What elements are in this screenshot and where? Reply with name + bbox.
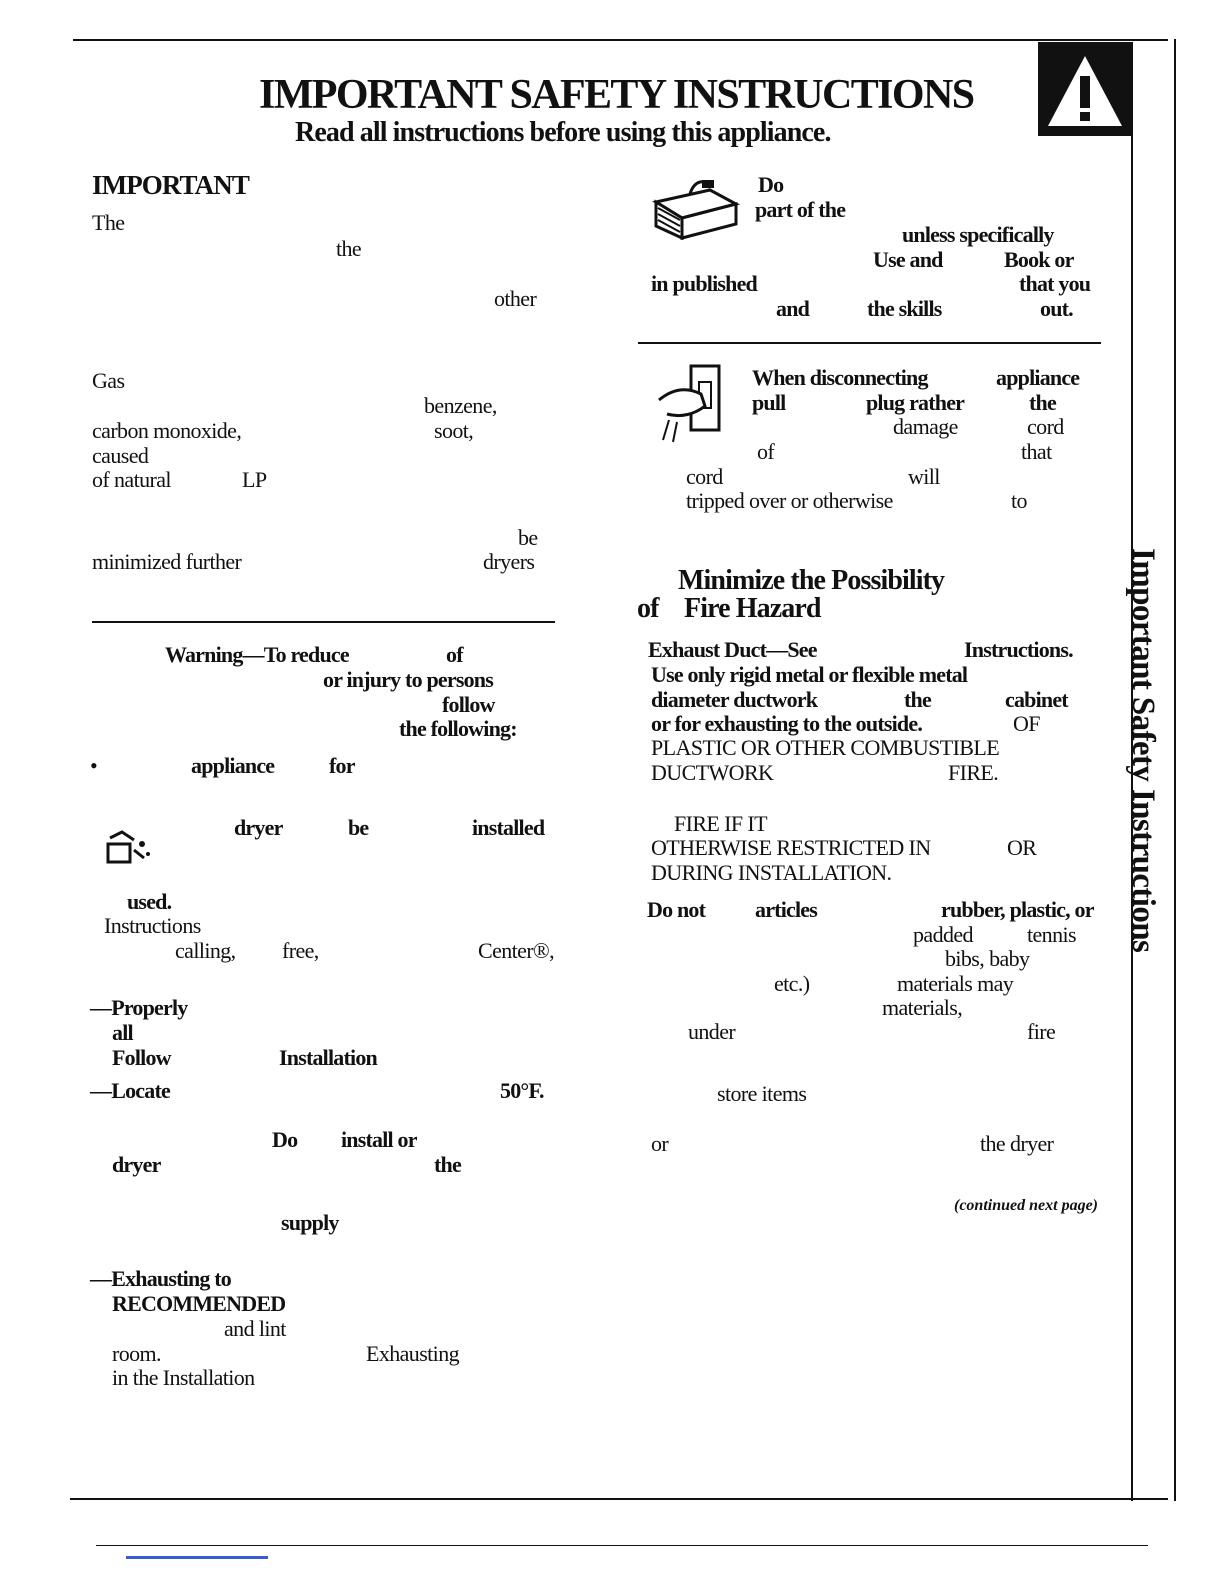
install-text: installed: [472, 815, 545, 840]
disconnect-text: plug rather: [866, 390, 965, 415]
donot-text: bibs, baby: [945, 946, 1030, 971]
exhaust-text: the: [904, 687, 931, 712]
disconnect-text: the: [1029, 390, 1056, 415]
exhaust-text: FIRE.: [948, 760, 999, 785]
fire-text: OTHERWISE RESTRICTED IN: [651, 835, 931, 860]
donot-install-text: the: [434, 1152, 461, 1177]
exhausting-text: in the Installation: [112, 1365, 255, 1390]
gas-text: carbon monoxide,: [92, 418, 242, 443]
toolbox-text: unless specifically: [902, 222, 1054, 247]
disconnect-text: to: [1011, 488, 1027, 513]
donot-text: fire: [1027, 1019, 1056, 1044]
left-section-divider: [92, 621, 555, 623]
install-text: calling,: [175, 938, 236, 963]
donot-install-text: Do: [272, 1127, 298, 1152]
fire-hazard-heading: Minimize the Possibility: [678, 565, 945, 596]
disconnect-text: that: [1021, 439, 1052, 464]
exhausting-text: and lint: [224, 1316, 286, 1341]
footer-blue-mark: [126, 1556, 268, 1559]
store-text: store items: [717, 1081, 807, 1106]
warning-text: Warning—To reduce: [165, 642, 349, 667]
install-text: free,: [282, 938, 319, 963]
exhaust-text: PLASTIC OR OTHER COMBUSTIBLE: [651, 735, 1000, 760]
installer-icon: [104, 828, 154, 868]
exhausting-text: RECOMMENDED: [112, 1291, 286, 1316]
bullet-marker: •: [90, 753, 98, 778]
install-text: be: [348, 815, 369, 840]
donot-install-text: install or: [341, 1127, 417, 1152]
top-rule: [73, 39, 1168, 41]
donot-text: articles: [755, 897, 818, 922]
donot-text: materials,: [882, 995, 963, 1020]
warning-text: of: [446, 642, 463, 667]
donot-text: materials may: [897, 971, 1014, 996]
donot-text: tennis: [1027, 922, 1076, 947]
exhaust-text: diameter ductwork: [651, 687, 818, 712]
gas-text: Gas: [92, 368, 125, 393]
fire-text: DURING INSTALLATION.: [651, 860, 892, 885]
donot-text: under: [688, 1019, 736, 1044]
properly-text: all: [112, 1020, 133, 1045]
toolbox-text: part of the: [755, 197, 846, 222]
toolbox-text: and: [776, 296, 810, 321]
toolbox-text: Use and: [873, 247, 943, 272]
imp-text: the: [336, 236, 362, 261]
disconnect-text: pull: [752, 390, 786, 415]
warning-icon: [1038, 42, 1133, 136]
toolbox-text: Do: [758, 172, 784, 197]
disconnect-text: When disconnecting: [752, 365, 928, 390]
fire-text: OR: [1007, 835, 1037, 860]
imp-text: The: [92, 210, 125, 235]
supply-text: supply: [281, 1210, 339, 1235]
sidebar-section-label: [1125, 548, 1171, 998]
toolbox-text: that you: [1019, 271, 1091, 296]
gas-text: minimized further: [92, 549, 242, 574]
disconnect-text: tripped over or otherwise: [686, 488, 893, 513]
page-subtitle: Read all instructions before using this appliance.: [295, 117, 831, 148]
toolbox-text: the skills: [867, 296, 942, 321]
properly-text: Follow: [112, 1045, 171, 1070]
donot-install-text: dryer: [112, 1152, 161, 1177]
donot-text: rubber, plastic, or: [941, 897, 1094, 922]
toolbox-icon: [650, 176, 742, 240]
install-text: used.: [127, 889, 172, 914]
gas-text: dryers: [483, 549, 535, 574]
continued-note: (continued next page): [954, 1197, 1098, 1214]
or-text: or: [651, 1131, 669, 1156]
disconnect-text: damage: [893, 414, 958, 439]
exhaust-text: cabinet: [1005, 687, 1068, 712]
toolbox-text: in published: [651, 271, 757, 296]
disconnect-text: will: [908, 464, 940, 489]
disconnect-text: appliance: [996, 365, 1080, 390]
install-text: Center®,: [478, 938, 555, 963]
install-text: dryer: [234, 815, 283, 840]
gas-text: of natural: [92, 467, 171, 492]
or-text: the dryer: [980, 1131, 1054, 1156]
properly-text: —Properly: [90, 995, 188, 1020]
footer-rule: [96, 1545, 1148, 1546]
exhaust-text: Exhaust Duct—See: [648, 637, 817, 662]
donot-text: Do not: [647, 897, 706, 922]
disconnect-text: of: [757, 439, 775, 464]
fire-hazard-heading: of: [637, 593, 659, 624]
locate-text: —Locate: [90, 1078, 170, 1103]
page-title: IMPORTANT SAFETY INSTRUCTIONS: [259, 72, 974, 118]
right-section-divider: [638, 342, 1101, 344]
disconnect-text: cord: [686, 464, 723, 489]
exhaust-text: or for exhausting to the outside.: [651, 711, 923, 736]
warning-badge: [1038, 42, 1133, 136]
donot-text: padded: [913, 922, 973, 947]
exhausting-text: —Exhausting to: [90, 1266, 232, 1291]
sidebar-label-text: Important Safety Instructions: [1125, 548, 1161, 953]
disconnect-text: cord: [1027, 414, 1064, 439]
toolbox-text: Book or: [1004, 247, 1074, 272]
fire-text: FIRE IF IT: [674, 811, 768, 836]
exhaust-text: Instructions.: [964, 637, 1073, 662]
exhausting-text: room.: [112, 1341, 161, 1366]
exhaust-text: OF: [1013, 711, 1040, 736]
donot-text: etc.): [774, 971, 810, 996]
fire-hazard-heading: Fire Hazard: [684, 593, 821, 624]
gas-text: benzene,: [424, 393, 497, 418]
exhaust-text: DUCTWORK: [651, 760, 774, 785]
gas-text: be: [518, 525, 538, 550]
warning-text: or injury to persons: [323, 667, 493, 692]
locate-text: 50°F.: [500, 1078, 544, 1103]
gas-text: caused: [92, 443, 149, 468]
warning-text: follow: [442, 692, 495, 717]
bullet-text: for: [329, 753, 355, 778]
important-heading: IMPORTANT: [92, 170, 249, 200]
properly-text: Installation: [279, 1045, 377, 1070]
exhausting-text: Exhausting: [366, 1341, 459, 1366]
plug-icon: [655, 360, 725, 444]
install-text: Instructions: [104, 913, 201, 938]
imp-text: other: [494, 286, 537, 311]
warning-text: the following:: [399, 716, 517, 741]
toolbox-text: out.: [1040, 296, 1073, 321]
bottom-rule: [70, 1498, 1168, 1500]
bullet-text: appliance: [191, 753, 275, 778]
right-border: [1174, 39, 1176, 1501]
exhaust-text: Use only rigid metal or flexible metal: [651, 662, 968, 687]
gas-text: LP: [242, 467, 267, 492]
gas-text: soot,: [434, 418, 474, 443]
